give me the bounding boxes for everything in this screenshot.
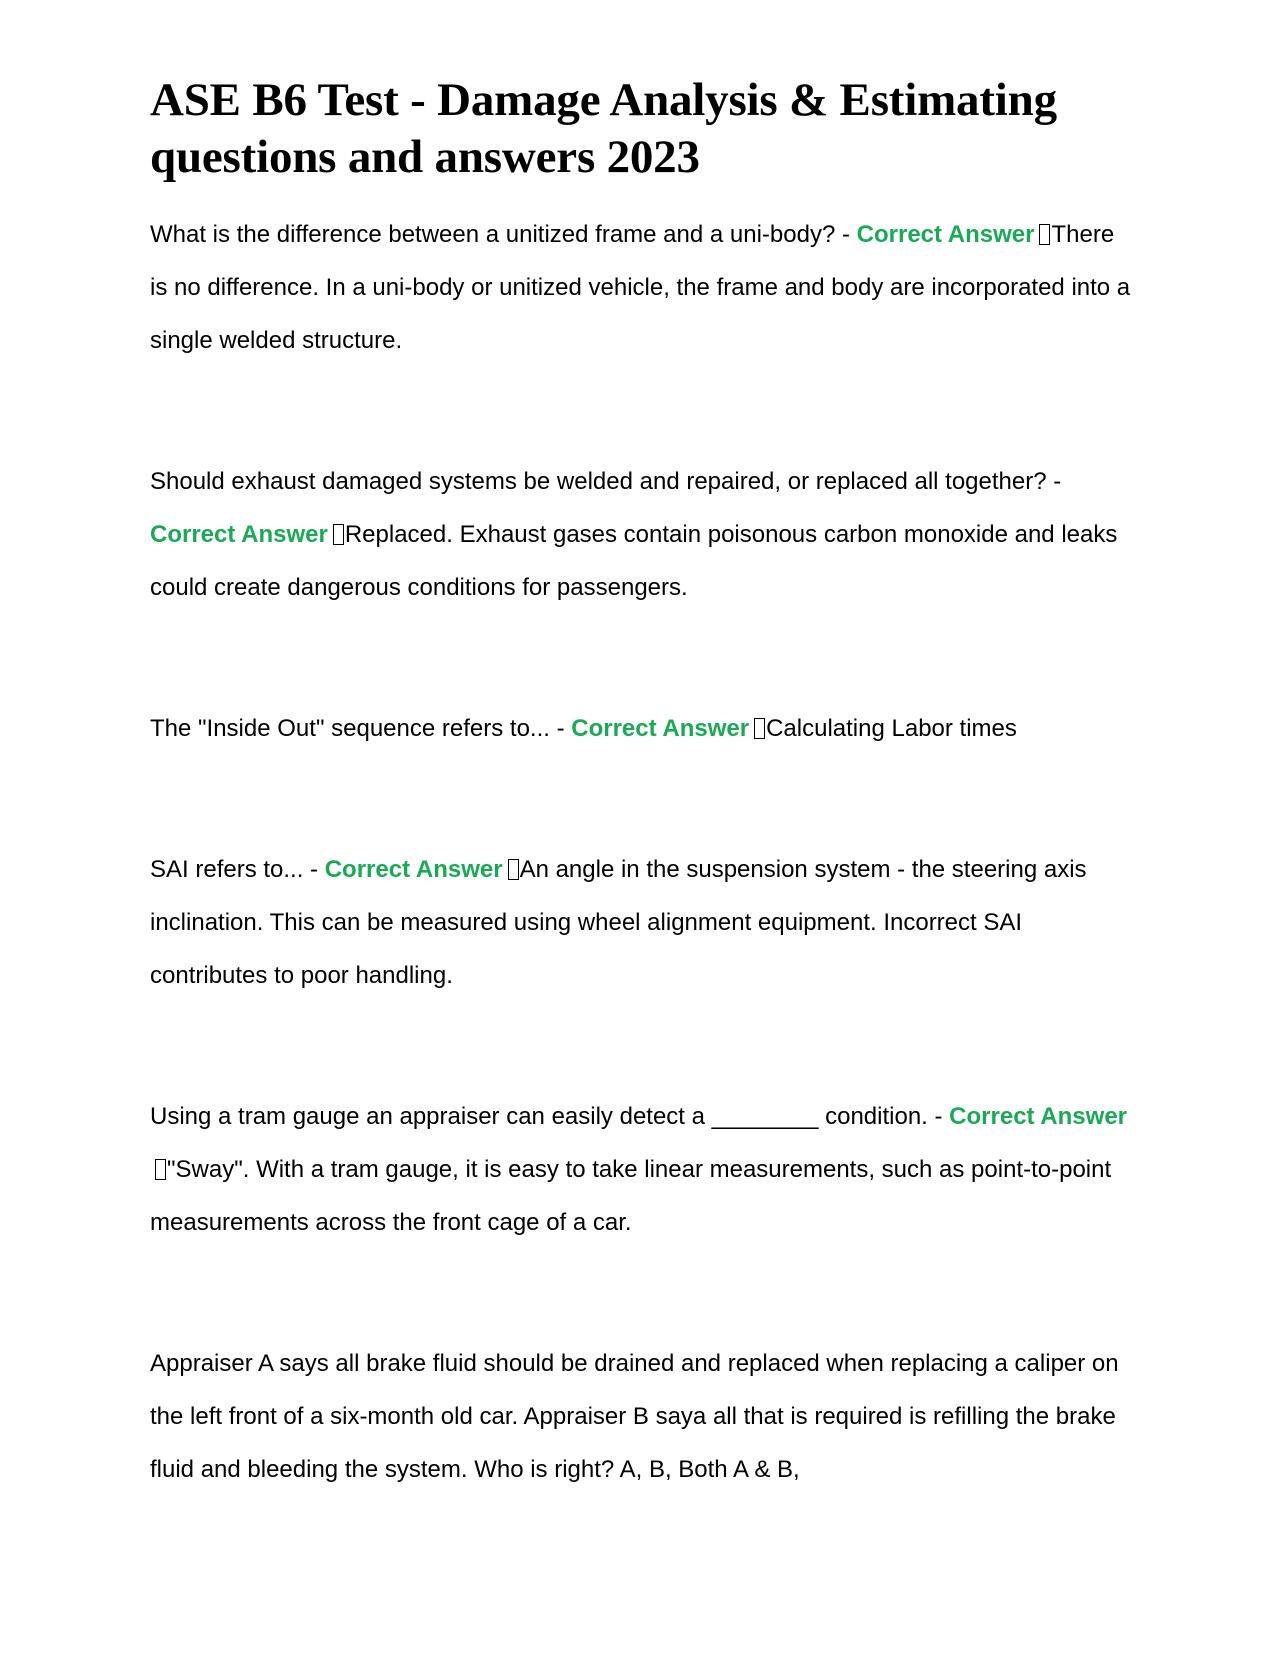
correct-answer-label: Correct Answer [856, 221, 1035, 248]
box-glyph-icon [754, 718, 765, 739]
correct-answer-label: Correct Answer [324, 856, 503, 883]
question-text: SAI refers to... - [150, 856, 325, 883]
answer-text: An angle in the suspension system - the steering axis inclination. This can be measured using wheel alignment equipment. Incorrect SAI contributes to poor handling. [150, 856, 1087, 989]
document-title: ASE B6 Test - Damage Analysis & Estimating questions and answers 2023 [150, 74, 1057, 183]
question-text: Should exhaust damaged systems be welded and repaired, or replaced all together? - [150, 468, 1062, 495]
answer-text: Calculating Labor times [766, 715, 1017, 742]
qa-item [150, 1337, 1135, 1496]
answer-text: There is no difference. In a uni-body or unitized vehicle, the frame and body are incorporated into a single welded structure. [150, 221, 1131, 354]
qa-item [150, 455, 1135, 614]
box-glyph-icon [333, 524, 344, 545]
qa-item [150, 208, 1135, 367]
box-glyph-icon [155, 1159, 166, 1180]
correct-answer-label: Correct Answer [150, 521, 328, 548]
answer-text: "Sway". With a tram gauge, it is easy to take linear measurements, such as point-to-point measurements across the front cage of a car. [150, 1156, 1112, 1236]
qa-item [150, 843, 1135, 1002]
box-glyph-icon [1039, 224, 1050, 245]
question-text: Using a tram gauge an appraiser can easily detect a ________ condition. - [150, 1103, 950, 1130]
correct-answer-label: Correct Answer [571, 715, 750, 742]
qa-item [150, 1090, 1135, 1249]
question-text: The "Inside Out" sequence refers to... - [150, 715, 572, 742]
document-page [150, 72, 1135, 1496]
question-text: Appraiser A says all brake fluid should be drained and replaced when replacing a caliper on the left front of a six-month old car. Appraiser B saya all that is required is refilling the brake fluid and bleeding the system. Who is right? A, B, Both A & B, [150, 1350, 1119, 1483]
answer-text: Replaced. Exhaust gases contain poisonous carbon monoxide and leaks could create dangerous conditions for passengers. [150, 521, 1118, 601]
correct-answer-label: Correct Answer [949, 1103, 1128, 1130]
question-text: What is the difference between a unitized frame and a uni-body? - [150, 221, 857, 248]
qa-item [150, 702, 1135, 755]
box-glyph-icon [508, 859, 519, 880]
